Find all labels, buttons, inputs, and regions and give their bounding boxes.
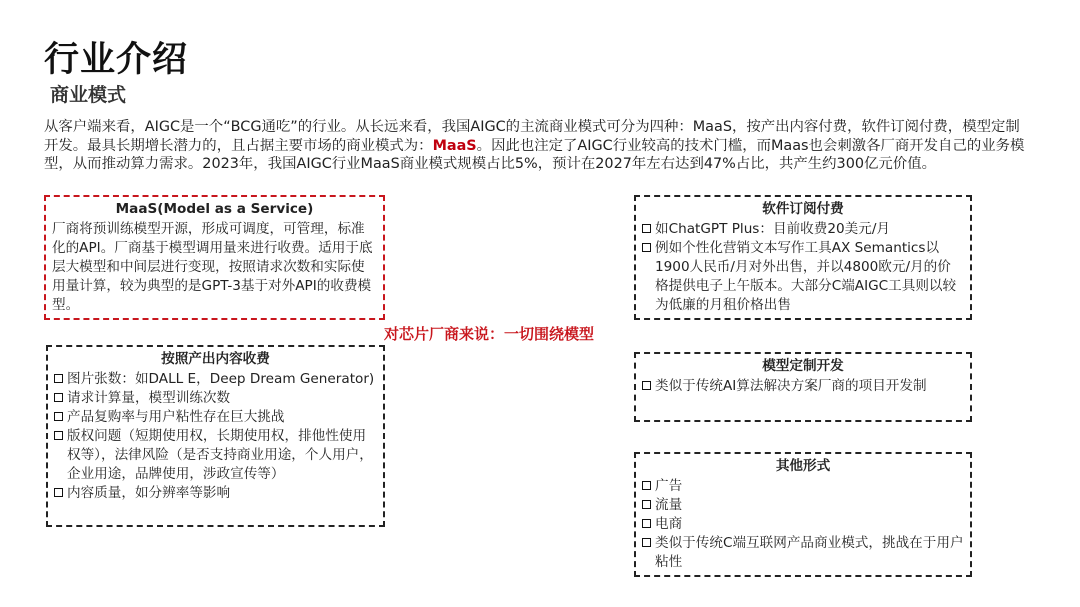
- checkbox-bullet-icon: [54, 412, 63, 421]
- intro-text-part2: 。因此也注定了AIGC行业较高的技术门槛，而Maas也会刺激各厂商开发自己的业务模型，从而推动算力需求。2023年，我国AIGC行业MaaS商业模式规模占比5%，预计在2027年左右达到47%占比，共产生约300亿元价值。: [44, 137, 1025, 173]
- checkbox-bullet-icon: [642, 224, 651, 233]
- list-item-text: 内容质量，如分辨率等影响: [67, 485, 231, 501]
- custom-model-box-title: 模型定制开发: [762, 358, 844, 374]
- list-item-text: 图片张数：如DALL E，Deep Dream Generator): [67, 371, 375, 387]
- list-item: [642, 496, 964, 515]
- list-item-text: 请求计算量，模型训练次数: [67, 390, 231, 406]
- page-title: 行业介绍: [44, 40, 189, 80]
- intro-highlight-maas: MaaS: [432, 137, 477, 154]
- checkbox-bullet-icon: [54, 374, 63, 383]
- list-item: [642, 220, 964, 239]
- center-note: 对芯片厂商来说：一切围绕模型: [384, 325, 595, 343]
- list-item-text: 版权问题（短期使用权，长期使用权，排他性使用权等），法律风险（是否支持商业用途，个人用户，企业用途，品牌使用，涉政宣传等）: [67, 428, 373, 482]
- section-subtitle: 商业模式: [50, 84, 127, 106]
- list-item-text: 产品复购率与用户粘性存在巨大挑战: [67, 409, 285, 425]
- list-item-text: 例如个性化营销文本写作工具AX Semantics以1900人民币/月对外出售，并以4800欧元/月的价格提供电子上午版本。大部分C端AIGC工具则以较为低廉的月租价格出售: [655, 240, 957, 313]
- checkbox-bullet-icon: [642, 519, 651, 528]
- list-item: [54, 389, 377, 408]
- content-fee-box-title: 按照产出内容收费: [161, 351, 270, 367]
- list-item-text: 类似于传统AI算法解决方案厂商的项目开发制: [655, 378, 927, 394]
- list-item-text: 广告: [655, 478, 683, 494]
- list-item: [642, 377, 964, 396]
- content-fee-box: [46, 345, 385, 527]
- list-item: [642, 477, 964, 496]
- list-item: [54, 484, 377, 503]
- custom-model-box: [634, 352, 972, 422]
- list-item: [642, 239, 964, 315]
- checkbox-bullet-icon: [54, 431, 63, 440]
- list-item: [54, 370, 377, 389]
- list-item-text: 类似于传统C端互联网产品商业模式，挑战在于用户粘性: [655, 535, 964, 570]
- checkbox-bullet-icon: [642, 381, 651, 390]
- maas-box: [44, 195, 385, 320]
- intro-text-part1: 从客户端来看，AIGC是一个“BCG通吃”的行业。从长远来看，我国AIGC的主流商业模式可分为四种：MaaS，按产出内容付费，软件订阅付费，模型定制开发。最具长期增长潜力的，且占据主要市场的商业模式为：: [44, 119, 1020, 154]
- maas-box-title: MaaS(Model as a Service): [115, 201, 314, 217]
- list-item-text: 如ChatGPT Plus：目前收费20美元/月: [655, 221, 891, 237]
- list-item: [642, 534, 964, 572]
- subscription-box: [634, 195, 972, 320]
- maas-box-body: 厂商将预训练模型开源，形成可调度，可管理，标准化的API。厂商基于模型调用量来进行收费。适用于底层大模型和中间层进行变现，按照请求次数和实际使用量计算，较为典型的是GPT-3基于对外API的收费模型。: [52, 221, 373, 313]
- list-item: [54, 427, 377, 484]
- checkbox-bullet-icon: [642, 481, 651, 490]
- list-item-text: 流量: [655, 497, 683, 513]
- other-forms-box: [634, 452, 972, 577]
- checkbox-bullet-icon: [642, 243, 651, 252]
- list-item: [642, 515, 964, 534]
- subscription-box-title: 软件订阅付费: [762, 201, 844, 217]
- checkbox-bullet-icon: [54, 488, 63, 497]
- checkbox-bullet-icon: [54, 393, 63, 402]
- list-item-text: 电商: [655, 516, 683, 532]
- checkbox-bullet-icon: [642, 500, 651, 509]
- list-item: [54, 408, 377, 427]
- checkbox-bullet-icon: [642, 538, 651, 547]
- intro-paragraph: [44, 118, 1034, 174]
- other-forms-box-title: 其他形式: [775, 458, 831, 474]
